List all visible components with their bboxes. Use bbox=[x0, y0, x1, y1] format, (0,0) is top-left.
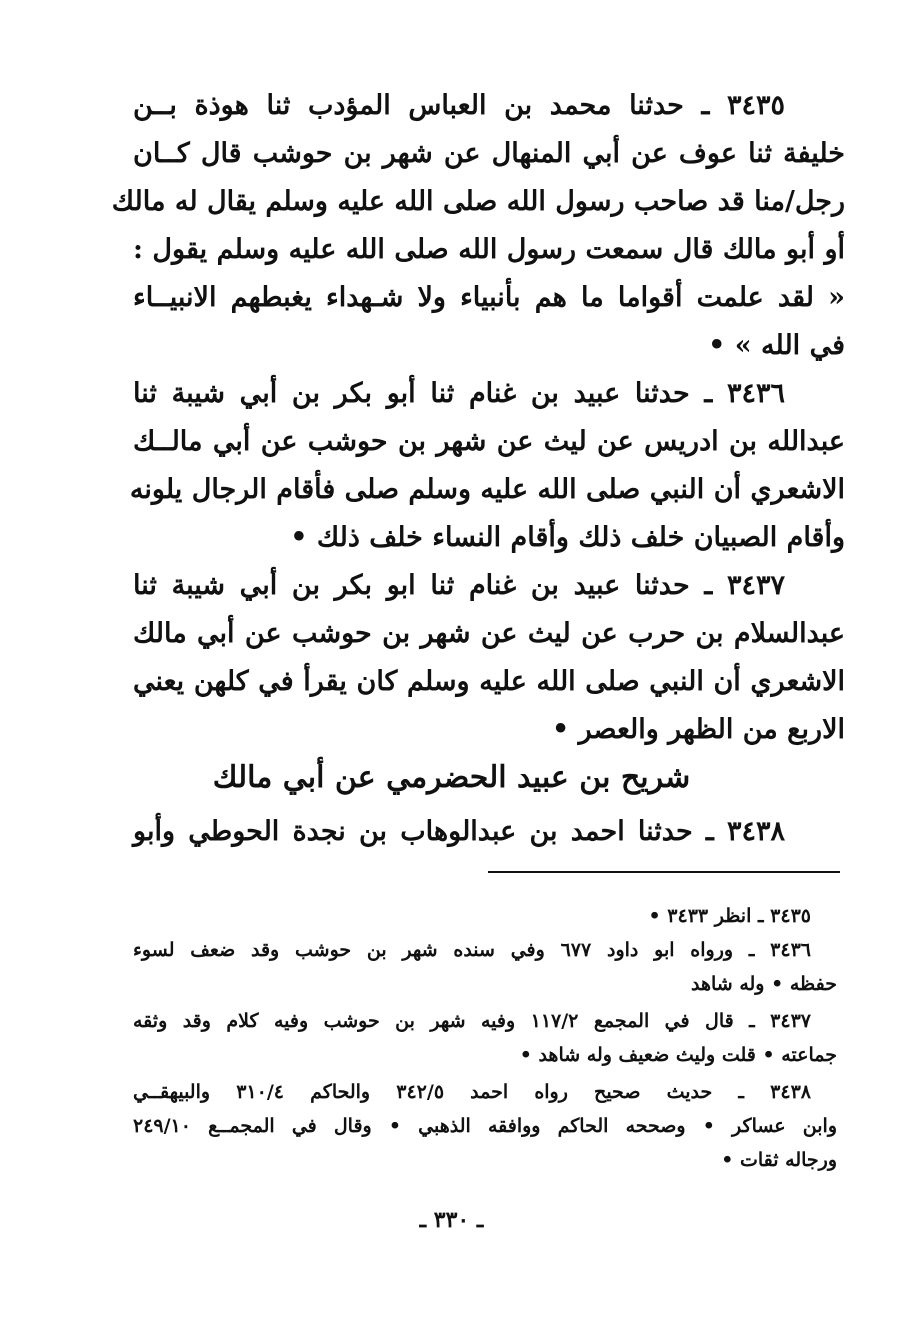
footnote-line: حفظه • وله شاهد bbox=[691, 973, 837, 995]
text-line: عبدالسلام بن حرب عن ليث عن شهر بن حوشب عن أبي مالك bbox=[133, 618, 845, 649]
footnote-line: ٣٤٣٦ ـ ورواه ابو داود ٦٧٧ وفي سنده شهر بن حوشب وقد ضعف لسوء bbox=[133, 939, 811, 961]
text-line: الاشعري أن النبي صلى الله عليه وسلم صلى فأقام الرجال يلونه bbox=[129, 474, 845, 505]
footnote-line: ٣٤٣٨ ـ حديث صحيح رواه احمد ٣٤٢/٥ والحاكم ٣١٠/٤ والبيهقــي bbox=[133, 1081, 811, 1103]
footnote-line: ٣٤٣٧ ـ قال في المجمع ١١٧/٢ وفيه شهر بن حوشب وفيه كلام وقد وثقه bbox=[133, 1010, 811, 1032]
section-heading: شريح بن عبيد الحضرمي عن أبي مالك bbox=[212, 760, 691, 795]
footnote-line: وابن عساكر • وصححه الحاكم ووافقه الذهبي • وقال في المجمــع ٢٤٩/١٠ bbox=[133, 1115, 837, 1137]
text-line: في الله » • bbox=[708, 330, 845, 361]
footnote-divider bbox=[488, 871, 840, 873]
text-line: أو أبو مالك قال سمعت رسول الله صلى الله عليه وسلم يقول : bbox=[133, 234, 845, 265]
text-line: « لقد علمت أقواما ما هم بأنبياء ولا شـهداء يغبطهم الانبيــاء bbox=[133, 282, 845, 313]
footnote-line: جماعته • قلت وليث ضعيف وله شاهد • bbox=[519, 1044, 837, 1066]
text-line: ٣٤٣٦ ـ حدثنا عبيد بن غنام ثنا أبو بكر بن أبي شيبة ثنا bbox=[133, 378, 785, 409]
text-line: الاربع من الظهر والعصر • bbox=[551, 714, 845, 745]
text-line: ٣٤٣٨ ـ حدثنا احمد بن عبدالوهاب بن نجدة الحوطي وأبو bbox=[133, 816, 785, 847]
text-line: ٣٤٣٥ ـ حدثنا محمد بن العباس المؤدب ثنا هوذة بــن bbox=[133, 90, 785, 121]
text-line: خليفة ثنا عوف عن أبي المنهال عن شهر بن حوشب قال كــان bbox=[133, 138, 845, 169]
text-line: رجل/منا قد صاحب رسول الله صلى الله عليه وسلم يقال له مالك bbox=[111, 186, 845, 217]
text-line: ٣٤٣٧ ـ حدثنا عبيد بن غنام ثنا ابو بكر بن أبي شيبة ثنا bbox=[133, 570, 785, 601]
footnote-line: ورجاله ثقات • bbox=[721, 1149, 837, 1171]
text-line: وأقام الصبيان خلف ذلك وأقام النساء خلف ذلك • bbox=[290, 522, 845, 553]
page-number: ـ ٣٣٠ ـ bbox=[419, 1207, 484, 1233]
text-line: عبدالله بن ادريس عن ليث عن شهر بن حوشب عن أبي مالــك bbox=[133, 426, 845, 457]
footnote-line: ٣٤٣٥ ـ انظر ٣٤٣٣ • bbox=[648, 905, 811, 927]
text-line: الاشعري أن النبي صلى الله عليه وسلم كان يقرأ في كلهن يعني bbox=[133, 666, 845, 697]
